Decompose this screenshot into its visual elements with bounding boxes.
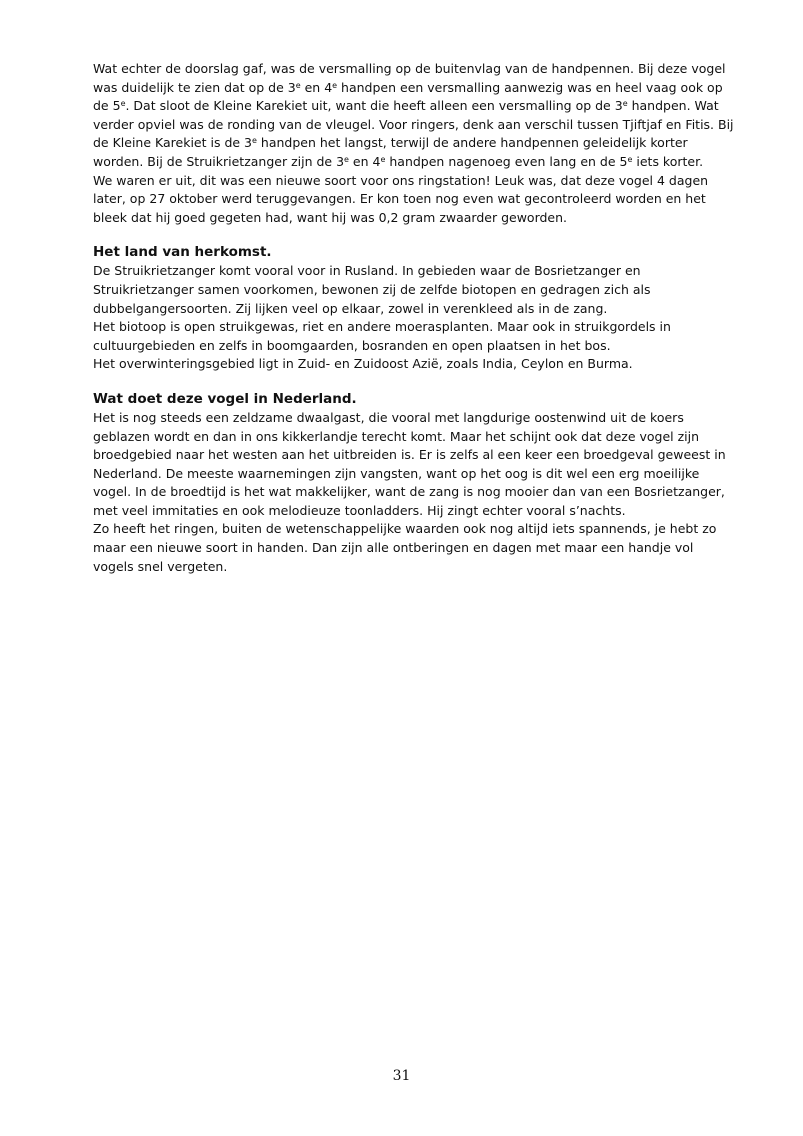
text-run: We waren er uit, dit was een nieuwe soort voor ons ringstation! Leuk was, dat deze vogel 4 dagen — [93, 172, 709, 188]
text-run: en 4 — [348, 153, 381, 169]
text-run: handpen nagenoeg even lang en de 5 — [385, 153, 628, 169]
text-run: Wat echter de doorslag gaf, was de versmalling op de buitenvlag van de handpennen. Bij deze vogel — [93, 61, 726, 76]
text-line: De Struikrietzanger komt vooral voor in Rusland. In gebieden waar de Bosrietzanger en — [93, 263, 641, 279]
page-number: 31 — [392, 1068, 411, 1084]
section-heading: Het land van herkomst. — [93, 244, 272, 261]
text-line: geblazen wordt en dan in ons kikkerlandje terecht komt. Maar het schijnt ook dat deze vogel zijn — [93, 428, 700, 444]
text-line: vogel. In de broedtijd is het wat makkelijker, want de zang is nog mooier dan van een Bosrietzanger, — [93, 484, 725, 500]
text-run: was duidelijk te zien dat op de 3 — [93, 79, 296, 95]
text-run: en 4 — [300, 79, 333, 95]
text-line: Het is nog steeds een zeldzame dwaalgast, die vooral met langdurige oostenwind uit de koers — [93, 409, 684, 425]
text-line: vogels snel vergeten. — [93, 558, 228, 574]
text-run: de 5 — [93, 98, 121, 114]
section-heading: Wat doet deze vogel in Nederland. — [93, 390, 357, 407]
text-line: Nederland. De meeste waarnemingen zijn vangsten, want op het oog is dit wel een erg moeilijke — [93, 465, 700, 481]
text-line — [93, 97, 753, 116]
text-line: Zo heeft het ringen, buiten de wetenschappelijke waarden ook nog altijd iets spannends, je hebt zo — [93, 521, 717, 537]
superscript: e — [295, 80, 301, 90]
text-line — [93, 172, 753, 191]
text-run: bleek dat hij goed gegeten had, want hij was 0,2 gram zwaarder geworden. — [93, 209, 568, 225]
superscript: e — [627, 154, 633, 164]
section-nederland — [93, 390, 753, 576]
text-run: handpen het langst, terwijl de andere handpennen geleidelijk korter — [256, 135, 688, 151]
text-line — [93, 134, 753, 153]
superscript: e — [332, 80, 338, 90]
text-line: Het biotoop is open struikgewas, riet en andere moerasplanten. Maar ook in struikgordels in — [93, 319, 671, 335]
intro-paragraph — [93, 60, 753, 227]
text-run: verder opviel was de ronding van de vleugel. Voor ringers, denk aan verschil tussen Tjiftjaf en Fitis. Bij — [93, 116, 734, 132]
text-run: iets korter. — [632, 153, 704, 169]
superscript: e — [622, 99, 628, 109]
text-line: cultuurgebieden en zelfs in boomgaarden, bosranden en open plaatsen in het bos. — [93, 337, 611, 353]
text-line — [93, 209, 753, 228]
text-line: met veel immitaties en ook melodieuze toonladders. Hij zingt echter vooral s’nachts. — [93, 502, 626, 518]
superscript: e — [252, 136, 257, 146]
text-line — [93, 153, 753, 172]
text-line — [93, 116, 753, 135]
text-line: Het overwinteringsgebied ligt in Zuid- en Zuidoost Azië, zoals India, Ceylon en Burma. — [93, 356, 633, 372]
text-line — [93, 60, 753, 79]
superscript: e — [120, 99, 126, 109]
text-run: . Dat sloot de Kleine Karekiet uit, want die heeft alleen een versmalling op de 3 — [125, 98, 623, 114]
text-line — [93, 190, 753, 209]
text-run: worden. Bij de Struikrietzanger zijn de 3 — [93, 153, 345, 169]
section-herkomst — [93, 243, 753, 374]
superscript: e — [344, 154, 349, 164]
text-line: broedgebied naar het westen aan het uitbreiden is. Er is zelfs al een keer een broedgeval geweest in — [93, 447, 726, 463]
text-line: dubbelgangersoorten. Zij lijken veel op elkaar, zowel in verenkleed als in de zang. — [93, 300, 608, 316]
text-run: handpen een versmalling aanwezig was en heel vaag ook op — [337, 79, 723, 95]
superscript: e — [380, 154, 386, 164]
text-run: later, op 27 oktober werd teruggevangen. Er kon toen nog even wat gecontroleerd worden en het — [93, 191, 706, 207]
text-line — [93, 79, 753, 98]
text-run: de Kleine Karekiet is de 3 — [93, 135, 252, 151]
text-line: Struikrietzanger samen voorkomen, bewonen zij de zelfde biotopen en gedragen zich als — [93, 281, 651, 297]
document-page — [93, 60, 753, 576]
text-run: handpen. Wat — [627, 98, 719, 114]
text-line: maar een nieuwe soort in handen. Dan zijn alle ontberingen en dagen met maar een handje vol — [93, 540, 694, 556]
